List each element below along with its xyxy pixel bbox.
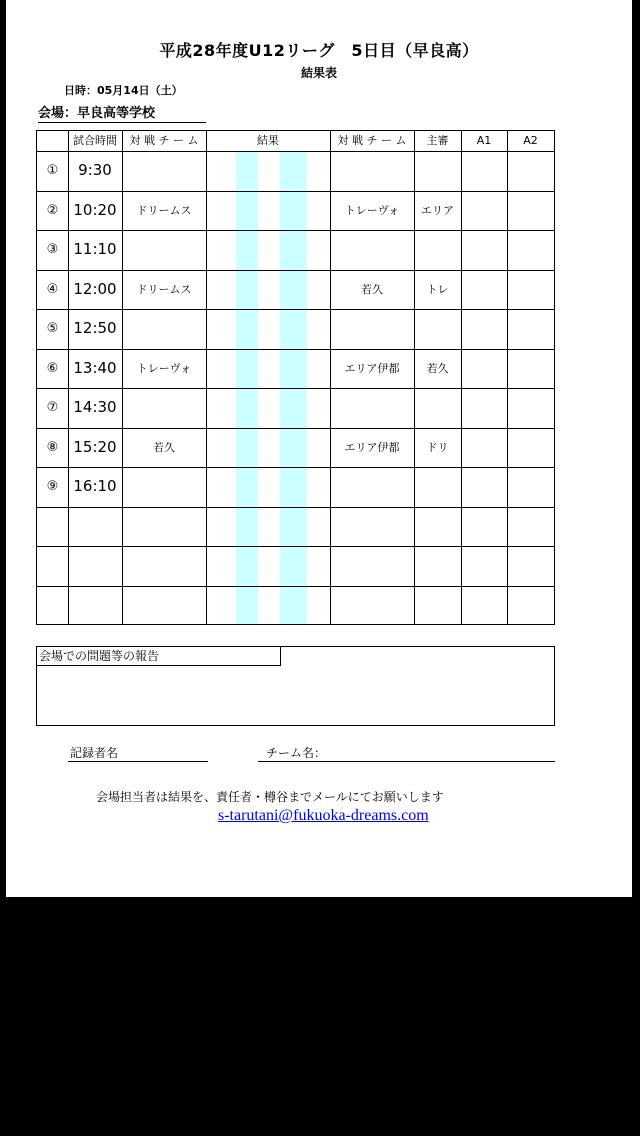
cell-num (37, 507, 68, 546)
match-date: 日時：05月14日（土） (64, 84, 183, 97)
cell-referee: 若久 (426, 361, 449, 375)
cell-referee (414, 507, 461, 546)
cell-team-b: 若久 (361, 282, 383, 296)
cell-team-a: 若久 (153, 440, 175, 454)
cell-num: ② (46, 202, 59, 218)
cell-team-a (122, 467, 206, 506)
cell-referee (414, 230, 461, 269)
cell-referee (414, 309, 461, 348)
team-name-field: チーム名： (258, 744, 555, 762)
column-divider (507, 131, 508, 624)
cell-team-a (122, 230, 206, 269)
cell-team-b (330, 586, 414, 625)
cell-time: 9:30 (78, 161, 112, 179)
cell-time (68, 507, 122, 546)
cell-time: 11:10 (73, 240, 117, 258)
cell-time: 10:20 (73, 200, 117, 219)
report-box (36, 646, 555, 726)
cell-num: ⑦ (46, 400, 59, 415)
cell-team-a: ドリームス (136, 282, 192, 296)
cell-num: ⑧ (46, 439, 59, 455)
cell-team-a (122, 546, 206, 585)
cell-referee (414, 467, 461, 506)
cell-team-b (330, 388, 414, 427)
cell-num (37, 586, 68, 625)
cell-referee (414, 151, 461, 190)
cell-time: 16:10 (73, 477, 117, 495)
cell-team-b (330, 230, 414, 269)
instruction-text: 会場担当者は結果を、責任者・樽谷までメールにてお願いします (96, 790, 444, 804)
results-table (36, 130, 555, 625)
page-subtitle: 結果表 (300, 66, 337, 80)
cell-time: 13:40 (73, 358, 117, 377)
cell-num: ④ (46, 281, 59, 297)
cell-team-a (122, 507, 206, 546)
header-result: 結果 (257, 134, 279, 147)
cell-referee (414, 388, 461, 427)
cell-time: 12:50 (73, 319, 117, 337)
header-a2: A2 (523, 134, 538, 147)
cell-team-a (122, 151, 206, 190)
cell-num: ⑥ (46, 360, 59, 376)
recorder-name-field: 記録者名 (68, 744, 208, 762)
column-divider (461, 131, 462, 624)
cell-num: ⑤ (46, 321, 59, 336)
venue-label: 会場：早良高等学校 (38, 102, 206, 123)
cell-team-b (330, 507, 414, 546)
page-title: 平成28年度U12リーグ 5日目（早良高） (159, 41, 479, 60)
cell-num: ① (46, 163, 59, 178)
cell-team-a: トレーヴォ (136, 361, 192, 375)
cell-num: ③ (46, 242, 59, 257)
cell-team-b: トレーヴォ (344, 203, 400, 217)
cell-num (37, 546, 68, 585)
cell-time: 12:00 (73, 279, 117, 298)
cell-time (68, 546, 122, 585)
cell-team-a (122, 309, 206, 348)
email-link[interactable]: s-tarutani@fukuoka-dreams.com (218, 807, 429, 824)
cell-referee: トレ (426, 282, 449, 296)
cell-team-b: エリア伊都 (344, 440, 400, 454)
header-team-b: 対 戦 チ ー ム (337, 134, 407, 147)
cell-team-b (330, 309, 414, 348)
header-a1: A1 (476, 134, 492, 147)
cell-referee (414, 546, 461, 585)
cell-time (68, 586, 122, 625)
cell-referee: エリア (421, 203, 454, 217)
cell-team-a (122, 388, 206, 427)
report-label: 会場での問題等の報告 (37, 647, 281, 666)
cell-team-b (330, 151, 414, 190)
cell-time: 15:20 (73, 437, 117, 456)
cell-time: 14:30 (73, 398, 117, 416)
cell-referee (414, 586, 461, 625)
result-sheet (6, 0, 632, 897)
header-team-a: 対 戦 チ ー ム (129, 134, 199, 147)
cell-team-b (330, 467, 414, 506)
cell-team-b: エリア伊都 (344, 361, 400, 375)
cell-num: ⑨ (46, 479, 59, 494)
header-referee: 主審 (426, 134, 449, 147)
cell-team-a (122, 586, 206, 625)
cell-team-b (330, 546, 414, 585)
header-match-time: 試合時間 (73, 134, 117, 147)
column-divider (206, 131, 207, 624)
cell-team-a: ドリームス (136, 203, 192, 217)
cell-referee: ドリ (426, 440, 449, 454)
